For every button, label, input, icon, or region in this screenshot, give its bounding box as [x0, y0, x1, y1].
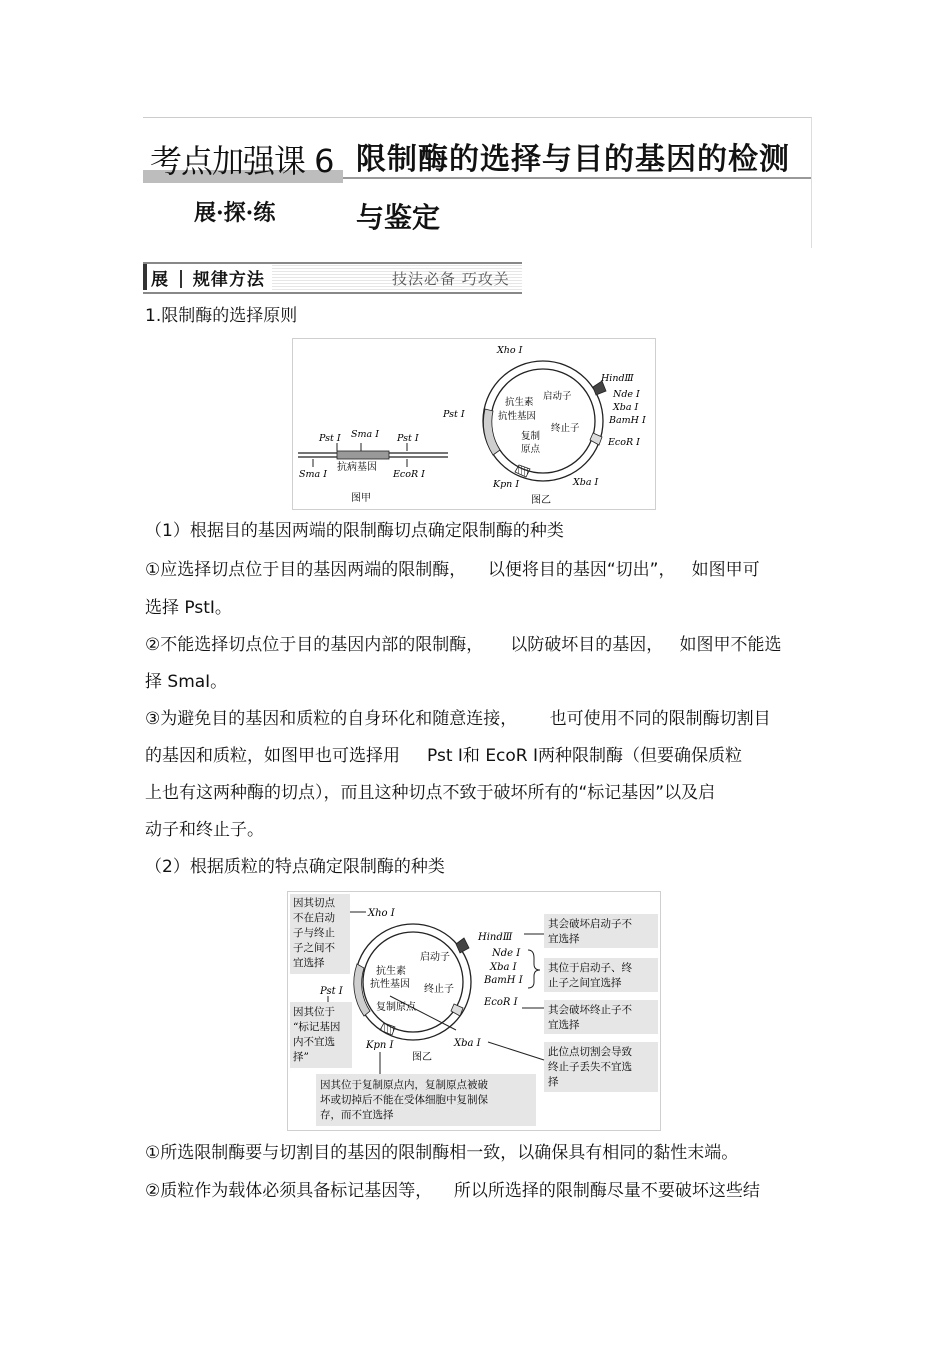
para2-title: （2）根据质粒的特点确定限制酶的种类 — [145, 857, 445, 877]
para1-line: 上也有这两种酶的切点），而且这种切点不致于破坏所有的“标记基因”以及启 — [145, 783, 716, 803]
note-line: 子之间不 — [293, 942, 335, 954]
note-line: 其位于启动子、终 — [548, 962, 632, 974]
note-line: 内不宜选 — [293, 1036, 335, 1048]
note-line: 宜选择 — [548, 933, 580, 945]
enzyme-nde1: Nde Ⅰ — [492, 948, 521, 959]
lesson-number: 考点加强课 6 — [150, 142, 334, 180]
label-pst1-left: Pst Ⅰ — [319, 433, 341, 444]
label-antibiotic: 抗生素 — [505, 397, 534, 408]
label-bamh1: BamH Ⅰ — [609, 415, 646, 426]
antibiotic-resistance-gene — [354, 964, 370, 1016]
section-label-rule: 规律方法 — [192, 270, 265, 290]
note-line: 终止子丢失不宜选 — [548, 1061, 632, 1073]
note-line: 宜选择 — [548, 1019, 580, 1031]
label-resistance: 抗性基因 — [370, 979, 410, 990]
label-ecor1: EcoR Ⅰ — [608, 437, 640, 448]
label-sma1-top: Sma Ⅰ — [351, 429, 379, 440]
label-xba1-bottom: Xba Ⅰ — [573, 477, 599, 488]
banner-subtitle: 展·探·练 — [194, 200, 276, 226]
label-terminator: 终止子 — [424, 984, 454, 995]
para1-line: 动子和终止子。 — [145, 820, 264, 840]
para1-title: （1）根据目的基因两端的限制酶切点确定限制酶的种类 — [145, 521, 564, 541]
note-line: 因其切点 — [293, 897, 335, 909]
para1-line: 选择 PstⅠ。 — [145, 598, 232, 618]
caption-jia: 图甲 — [351, 493, 371, 504]
note-line: 子与终止 — [293, 927, 335, 939]
label-terminator: 终止子 — [551, 423, 580, 434]
banner-divider — [343, 177, 811, 179]
note-line: 因其位于 — [293, 1006, 335, 1018]
note-line: 择 — [548, 1076, 559, 1088]
enzyme-kpn1: Kpn Ⅰ — [366, 1040, 394, 1051]
section-marker — [143, 264, 147, 290]
section-label — [151, 265, 265, 290]
para1-line: ①应选择切点位于目的基因两端的限制酶， 以便将目的基因“切出”， 如图甲可 — [145, 560, 760, 580]
note-line: 不在启动 — [293, 912, 335, 924]
caption-yi: 图乙 — [531, 495, 551, 506]
section-label-zhan: 展 — [151, 270, 169, 290]
label-sma1-bottom: Sma Ⅰ — [299, 469, 327, 480]
origin-block — [380, 1023, 395, 1035]
note-line: 择” — [293, 1051, 309, 1063]
enzyme-xho1: Xho Ⅰ — [368, 908, 395, 919]
terminator-block — [590, 433, 602, 445]
para1-line: ③为避免目的基因和质粒的自身环化和随意连接， 也可使用不同的限制酶切割目 — [145, 709, 771, 729]
label-origin: 复制原点 — [376, 1002, 416, 1013]
note-line: 止子之间宜选择 — [548, 977, 622, 989]
label-xba1-top: Xba Ⅰ — [613, 402, 639, 413]
page-title-line1: 限制酶的选择与目的基因的检测 — [356, 142, 790, 177]
enzyme-hind3: HindⅢ — [478, 932, 513, 943]
note-line: 其会破坏启动子不 — [548, 918, 632, 930]
label-promoter: 启动子 — [543, 391, 572, 402]
figure-1 — [292, 338, 656, 510]
page-title-line2: 与鉴定 — [356, 201, 441, 234]
label-antibiotic: 抗生素 — [376, 966, 406, 977]
enzyme-bamh1: BamH Ⅰ — [484, 975, 523, 986]
note-line: 此位点切割会导致 — [548, 1046, 632, 1058]
note-line: 宜选择 — [293, 957, 325, 969]
section-tag: 技法必备 巧攻关 — [392, 270, 510, 288]
label-resistance: 抗性基因 — [498, 411, 537, 422]
label-promoter: 启动子 — [420, 952, 450, 963]
arrow — [488, 1042, 544, 1060]
disease-resistance-gene — [337, 451, 389, 459]
note-line: “标记基因 — [293, 1021, 341, 1033]
label-nde1: Nde Ⅰ — [613, 389, 640, 400]
note-line: 因其位于复制原点内，复制原点被破 — [320, 1079, 488, 1091]
section-separator — [180, 270, 182, 288]
enzyme-ecor1: EcoR Ⅰ — [484, 997, 518, 1008]
caption-yi: 图乙 — [412, 1052, 432, 1063]
brace — [528, 950, 540, 988]
enzyme-pst1: Pst Ⅰ — [320, 986, 343, 997]
conclusion-line: ②质粒作为载体必须具备标记基因等， 所以所选择的限制酶尽量不要破坏这些结 — [145, 1181, 760, 1201]
note-line: 其会破坏终止子不 — [548, 1004, 632, 1016]
label-origin: 原点 — [521, 444, 541, 455]
figure-1-diagram — [293, 339, 655, 509]
label-hind3: HindⅢ — [601, 373, 634, 384]
label-gene: 抗病基因 — [337, 462, 377, 473]
note-line: 坏或切掉后不能在受体细胞中复制保 — [320, 1094, 488, 1106]
promoter-block — [456, 938, 469, 953]
label-pst1-right: Pst Ⅰ — [397, 433, 419, 444]
enzyme-xba1-top: Xba Ⅰ — [490, 962, 517, 973]
para1-line: 的基因和质粒，如图甲也可选择用 Pst Ⅰ和 EcoR Ⅰ两种限制酶（但要确保质粒 — [145, 746, 743, 766]
label-ecor1: EcoR Ⅰ — [393, 469, 425, 480]
note-line: 存，而不宜选择 — [320, 1109, 394, 1121]
conclusion-line: ①所选限制酶要与切割目的基因的限制酶相一致，以确保具有相同的黏性末端。 — [145, 1143, 739, 1163]
figure-2 — [287, 891, 661, 1131]
figure-2-diagram — [288, 892, 660, 1130]
label-xho1: Xho Ⅰ — [497, 345, 523, 356]
heading-selection-principle: 1.限制酶的选择原则 — [145, 306, 298, 326]
label-kpn1: Kpn Ⅰ — [493, 479, 520, 490]
para1-line: 择 SmaⅠ。 — [145, 672, 228, 692]
enzyme-xba1-bottom: Xba Ⅰ — [454, 1038, 481, 1049]
label-pst1: Pst Ⅰ — [443, 409, 465, 420]
label-replication: 复制 — [521, 431, 541, 442]
para1-line: ②不能选择切点位于目的基因内部的限制酶， 以防破坏目的基因， 如图甲不能选 — [145, 635, 782, 655]
